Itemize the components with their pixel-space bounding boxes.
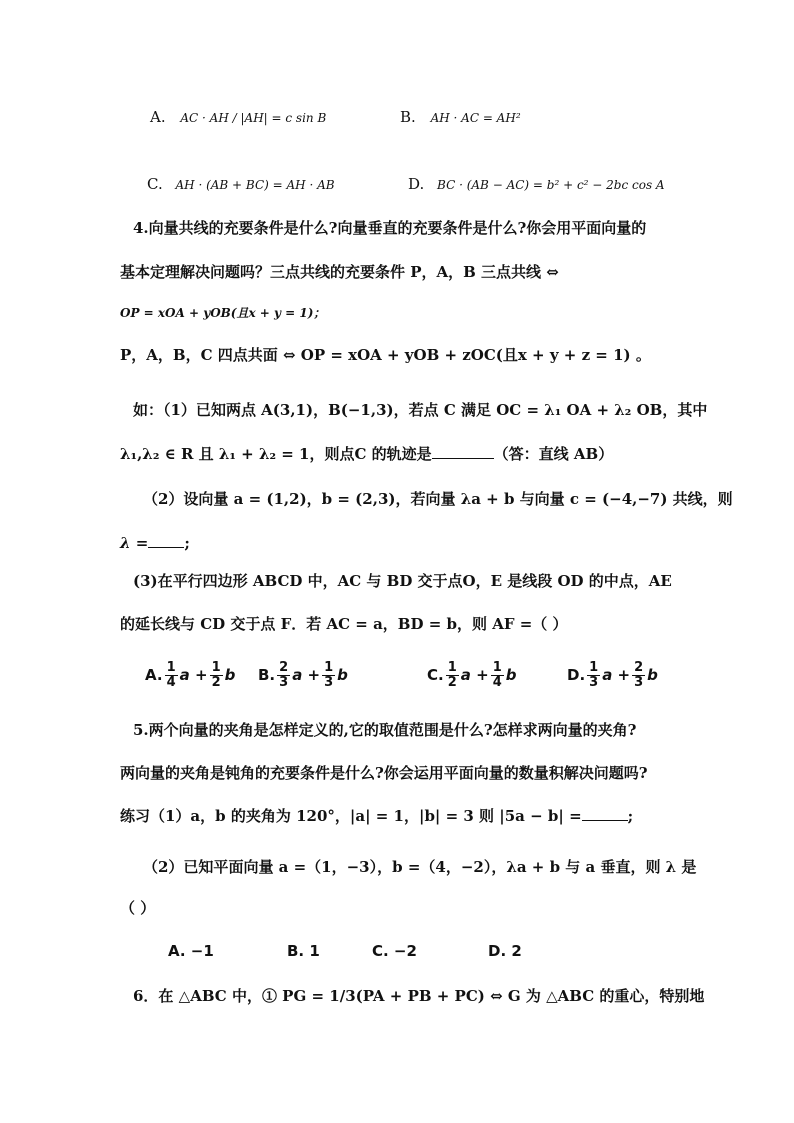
option-c-label: C. — [147, 175, 163, 193]
ex3-option-b — [258, 658, 348, 692]
section5-line2: 两向量的夹角是钝角的充要条件是什么?你会运用平面向量的数量积解决问题吗? — [120, 764, 648, 782]
term: a + — [460, 666, 489, 684]
section5-line1: 5.两个向量的夹角是怎样定义的,它的取值范围是什么?怎样求两向量的夹角? — [133, 721, 637, 739]
term: b — [224, 666, 236, 684]
section4-line1: 4.向量共线的充要条件是什么?向量垂直的充要条件是什么?你会用平面向量的 — [133, 219, 647, 237]
option-b-label: B. — [400, 108, 416, 126]
option-label: B. — [258, 666, 276, 684]
fraction: $\frac{2}{3}$ — [634, 659, 644, 690]
fraction: $\frac{1}{4}$ — [492, 659, 502, 690]
example3-line1: (3)在平行四边形 ABCD 中，AC 与 BD 交于点O，E 是线段 OD 的中点，AE — [133, 572, 672, 590]
answer-blank — [432, 444, 494, 459]
term: b — [505, 666, 517, 684]
example1-answer: （答：直线 AB） — [493, 445, 614, 463]
option-label: D. — [567, 666, 586, 684]
fraction: $\frac{1}{4}$ — [166, 659, 176, 690]
term: b — [647, 666, 658, 684]
practice2-line2: （ ） — [120, 899, 156, 917]
fraction: $\frac{1}{2}$ — [211, 659, 221, 690]
example1-line2 — [120, 444, 613, 464]
option-label: C. — [427, 666, 444, 684]
practice2-option-c: C. −2 — [372, 942, 417, 960]
option-b-math: AH · AC = AH² — [430, 111, 521, 125]
practice2-option-d: D. 2 — [488, 942, 522, 960]
section4-line2: 基本定理解决问题吗？三点共线的充要条件 P，A，B 三点共线 ⇔ — [120, 263, 559, 281]
fraction: $\frac{1}{3}$ — [589, 659, 599, 690]
section4-line4: P，A，B，C 四点共面 ⇔ OP = xOA + yOB + zOC(且x + y + z = 1) 。 — [120, 346, 651, 364]
term: a + — [602, 666, 631, 684]
option-c-math: AH · (AB + BC) = AH · AB — [175, 178, 335, 192]
fraction: $\frac{1}{3}$ — [324, 659, 334, 690]
option-a — [150, 107, 326, 128]
option-b — [400, 107, 521, 128]
practice2-option-a: A. −1 — [168, 942, 214, 960]
example3-line2: 的延长线与 CD 交于点 F．若 AC = a，BD = b，则 AF =（ ） — [120, 615, 568, 633]
option-label: A. — [145, 666, 163, 684]
term: a + — [292, 666, 321, 684]
option-a-label: A. — [150, 108, 166, 126]
term: a + — [179, 666, 208, 684]
answer-blank — [148, 533, 184, 548]
option-c — [147, 174, 335, 195]
practice1-end: ; — [627, 807, 634, 825]
ex3-option-a — [145, 658, 235, 692]
example1-line1: 如：（1）已知两点 A(3,1)，B(−1,3)，若点 C 满足 OC = λ₁ OA + λ₂ OB，其中 — [133, 401, 708, 419]
option-d-math: BC · (AB − AC) = b² + c² − 2bc cos A — [437, 178, 665, 192]
practice1-text: 练习（1）a，b 的夹角为 120°，|a| = 1，|b| = 3 则 |5a − b| = — [120, 807, 582, 825]
ex3-option-d — [567, 658, 658, 692]
example2-line2 — [120, 533, 190, 553]
option-d — [408, 174, 665, 195]
section6-line1: 6．在 △ABC 中，① PG = 1/3(PA + PB + PC) ⇔ G 为 △ABC 的重心，特别地 — [133, 987, 705, 1005]
practice2-option-b: B. 1 — [287, 942, 320, 960]
ex3-option-c — [427, 658, 516, 692]
example2-end: ; — [184, 534, 190, 552]
fraction: $\frac{2}{3}$ — [279, 659, 289, 690]
example2-lambda: λ = — [120, 534, 149, 552]
fraction: $\frac{1}{2}$ — [447, 659, 457, 690]
option-a-math: AC · AH / |AH| = c sin B — [180, 111, 327, 125]
practice2-line1: （2）已知平面向量 a =（1，−3），b =（4，−2），λa + b 与 a 垂直，则 λ 是 — [143, 858, 697, 876]
option-d-label: D. — [408, 175, 425, 193]
practice1 — [120, 806, 633, 826]
example1-text: λ₁,λ₂ ∈ R 且 λ₁ + λ₂ = 1，则点C 的轨迹是 — [120, 445, 432, 463]
term: b — [337, 666, 348, 684]
example2-line1: （2）设向量 a = (1,2)，b = (2,3)，若向量 λa + b 与向量 c = (−4,−7) 共线，则 — [143, 490, 733, 508]
answer-blank — [582, 806, 628, 821]
section4-line3: OP = xOA + yOB(且x + y = 1)； — [120, 306, 326, 320]
